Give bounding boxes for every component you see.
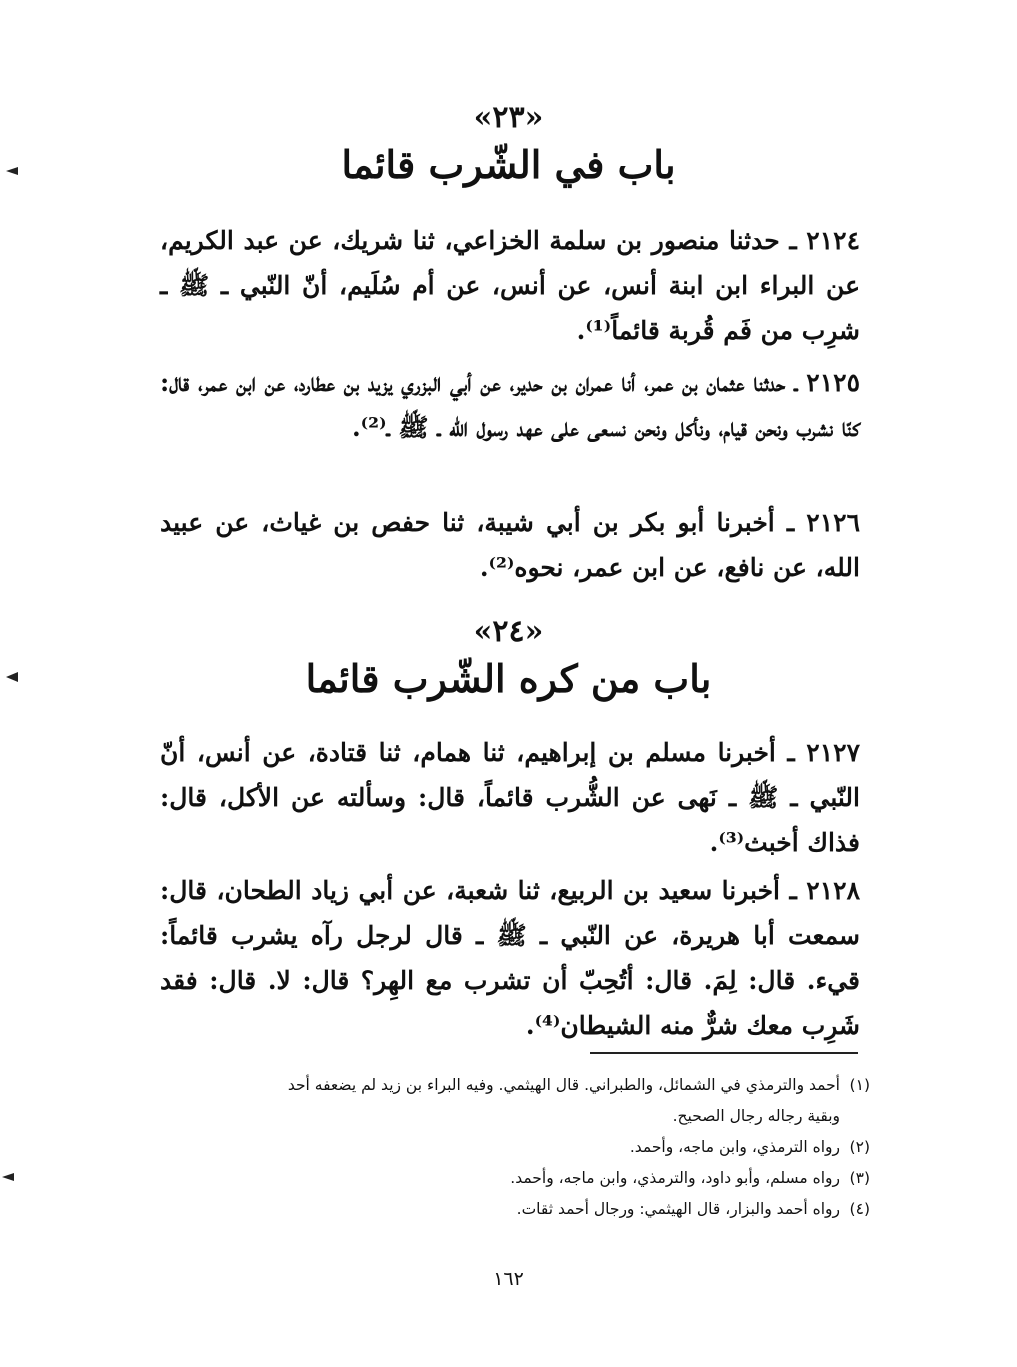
section-number-24: «٢٤» <box>473 614 544 649</box>
hadith-2127 <box>160 730 860 865</box>
hadith-2128 <box>160 868 860 1048</box>
section-number-23: «٢٣» <box>473 100 544 135</box>
footnotes <box>170 1070 870 1225</box>
hadith-text: ٢١٢٥ ـ حدثنا عثمان بن عمر، أنا عمران بن حدير، عن أبي البزري يزيد بن عطارد، عن ابن عمر، قال: كنّا نشرب ونحن قيام، ونأكل ونحن نسعى على عهد رسول الله ـ ﷺ ـ⁽²⁾. <box>160 368 860 442</box>
hadith-2125 <box>160 360 860 450</box>
hadith-2126 <box>160 500 860 590</box>
hadith-text: ٢١٢٨ ـ أخبرنا سعيد بن الربيع، ثنا شعبة، عن أبي زياد الطحان، قال: سمعت أبا هريرة، عن النّبي ـ ﷺ ـ قال لرجل رآه يشرب قائماً: قيء. قال: لِمَ. قال: أتُحِبّ أن تشرب مع الهِر؟ قال: لا. قال: فقد شَرِب معك شرٌّ منه الشيطان⁽⁴⁾. <box>160 876 860 1040</box>
margin-mark-icon <box>2 1170 16 1184</box>
footnote-1: (١)أحمد والترمذي في الشمائل، والطبراني. قال الهيثمي. وفيه البراء بن زيد لم يضعفه أحد <box>287 1076 870 1094</box>
footnote-1-continued: وبقية رجاله رجال الصحيح. <box>672 1107 840 1125</box>
hadith-text: ٢١٢٤ ـ حدثنا منصور بن سلمة الخزاعي، ثنا شريك، عن عبد الكريم، عن البراء ابن ابنة أنس، عن أنس، عن أم سُلَيم، أنّ النّبي ـ ﷺ ـ شرِب من فَم قُربة قائماً⁽¹⁾. <box>160 226 860 345</box>
page-number: ١٦٢ <box>493 1268 524 1290</box>
footnote-divider <box>590 1052 858 1054</box>
margin-mark-icon <box>6 670 20 684</box>
hadith-text: ٢١٢٧ ـ أخبرنا مسلم بن إبراهيم، ثنا همام، ثنا قتادة، عن أنس، أنّ النّبي ـ ﷺ ـ نَهى عن الشُّرب قائماً، قال: وسألته عن الأكل، قال: فذاك أخبث⁽³⁾. <box>160 738 860 857</box>
footnote-3: (٣)رواه مسلم، وأبو داود، والترمذي، وابن ماجه، وأحمد. <box>510 1169 870 1187</box>
footnote-4: (٤)رواه أحمد والبزار، قال الهيثمي: ورجال أحمد ثقات. <box>516 1200 870 1218</box>
section-title-23: باب في الشّرب قائما <box>341 142 676 187</box>
margin-mark-icon <box>6 166 20 176</box>
section-title-24: باب من كره الشّرب قائما <box>305 656 712 701</box>
hadith-2124 <box>160 218 860 353</box>
hadith-text: ٢١٢٦ ـ أخبرنا أبو بكر بن أبي شيبة، ثنا حفص بن غياث، عن عبيد الله، عن نافع، عن ابن عمر، نحوه⁽²⁾. <box>160 508 860 582</box>
footnote-2: (٢)رواه الترمذي، وابن ماجه، وأحمد. <box>629 1138 870 1156</box>
